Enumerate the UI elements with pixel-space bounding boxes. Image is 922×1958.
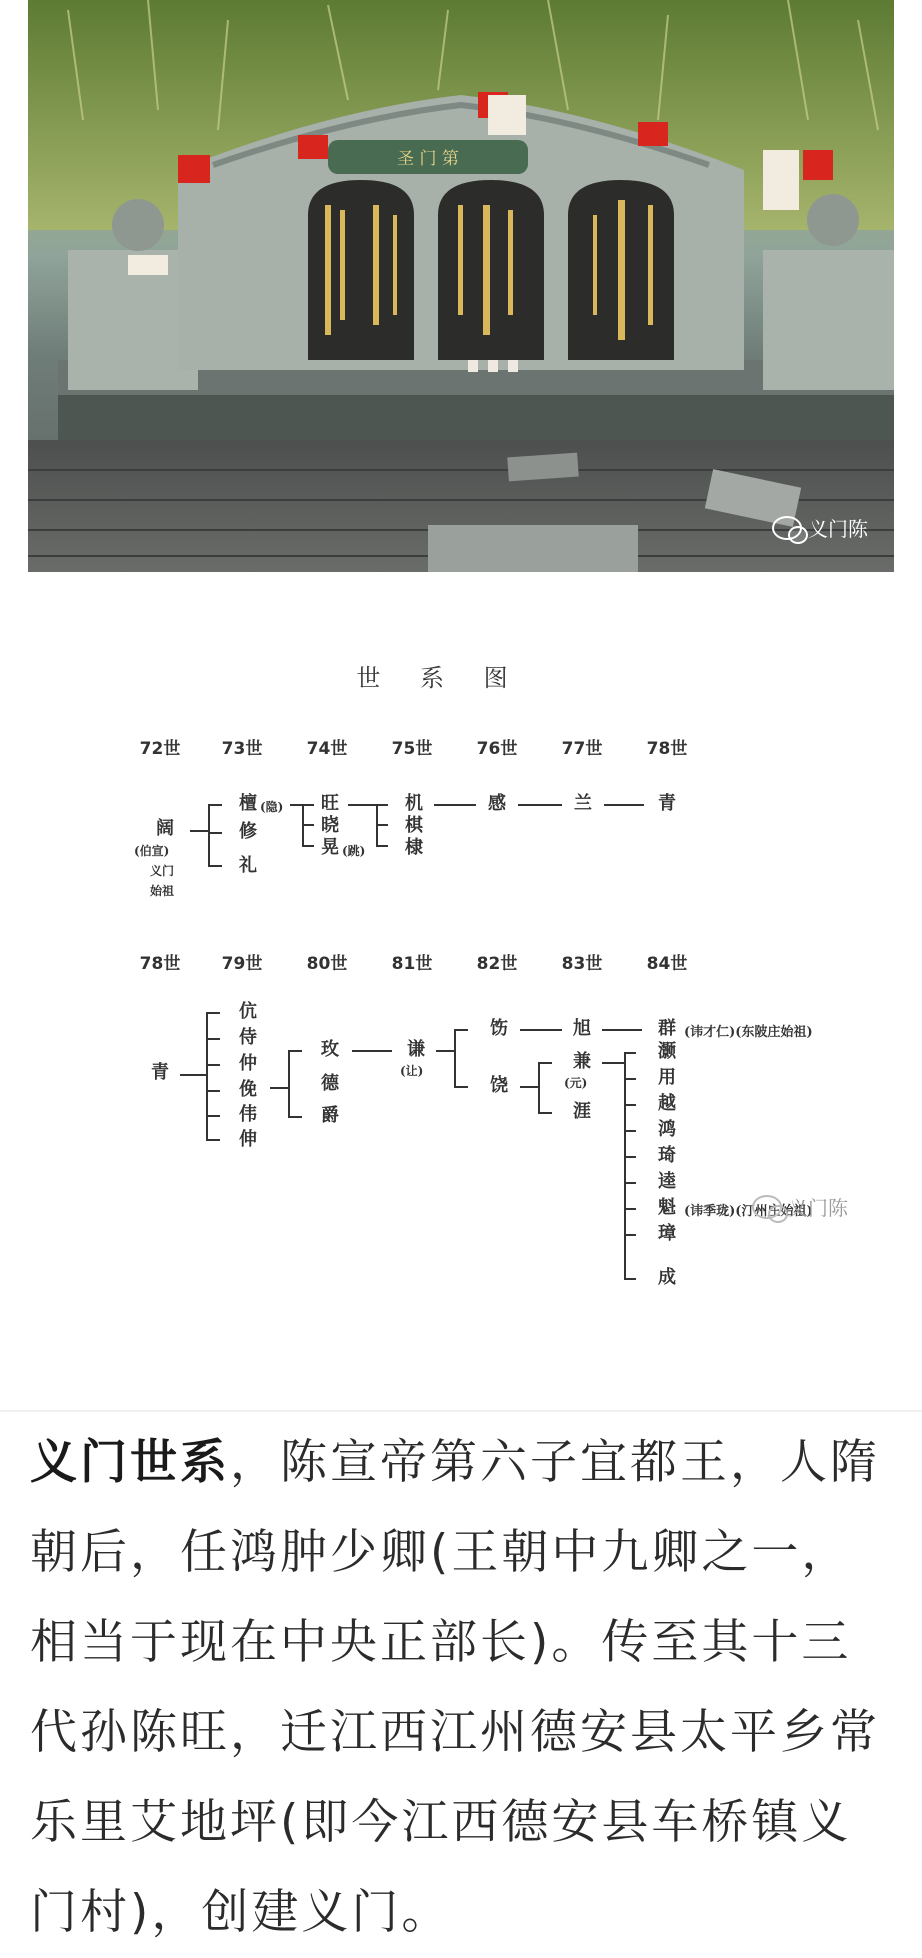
gen84-name: 用 bbox=[658, 1067, 676, 1088]
gen75-name: 棋 bbox=[405, 815, 423, 836]
gen73-note: (隐) bbox=[260, 800, 284, 814]
arch-plaque-text: 圣 门 第 bbox=[397, 149, 459, 169]
tomb-photo bbox=[28, 0, 894, 572]
photo-watermark-text: 义门陈 bbox=[808, 517, 868, 541]
gen83-note: (元) bbox=[564, 1076, 588, 1090]
gen84-name: 鸿 bbox=[658, 1119, 676, 1140]
chart-watermark-text: 义门陈 bbox=[788, 1196, 848, 1220]
gen83-name: 涯 bbox=[573, 1101, 591, 1122]
article-bold-lead: 义门世系 bbox=[30, 1435, 230, 1490]
gen83-name: 兼 bbox=[573, 1051, 591, 1072]
gen84-name: 灏 bbox=[658, 1041, 676, 1062]
gen-header: 72世 bbox=[139, 739, 181, 759]
tomb-photo-illustration bbox=[28, 0, 894, 572]
gen75-name: 棣 bbox=[405, 837, 423, 858]
gen73-name: 礼 bbox=[239, 855, 257, 876]
gen74-note: (跳) bbox=[342, 844, 366, 858]
gen74-name: 旺 bbox=[321, 793, 339, 814]
gen73-name: 修 bbox=[239, 821, 257, 842]
chart-watermark bbox=[752, 1192, 848, 1221]
gen73-name: 檀 bbox=[239, 793, 257, 814]
gen84-name: 成 bbox=[658, 1267, 676, 1288]
root-note: 义门 bbox=[150, 864, 175, 878]
gen-header: 73世 bbox=[221, 739, 263, 759]
gen79-name: 伸 bbox=[239, 1129, 257, 1150]
gen-header: 78世 bbox=[646, 739, 688, 759]
gen84-name: 魁 bbox=[658, 1197, 676, 1218]
gen-header: 77世 bbox=[561, 739, 603, 759]
gen-header: 79世 bbox=[221, 954, 263, 974]
photo-watermark bbox=[772, 513, 868, 542]
gen81-name: 谦 bbox=[407, 1039, 425, 1060]
genealogy-chart bbox=[0, 572, 922, 1410]
gen82-name: 饬 bbox=[490, 1018, 508, 1039]
gen82-name: 饶 bbox=[490, 1075, 508, 1096]
gen81-note: (让) bbox=[400, 1064, 424, 1078]
wechat-icon bbox=[772, 516, 802, 540]
gen-header: 78世 bbox=[139, 954, 181, 974]
gen84-name: 越 bbox=[658, 1093, 676, 1114]
gen79-name: 伟 bbox=[239, 1104, 257, 1125]
gen-header: 83世 bbox=[561, 954, 603, 974]
article-paragraph bbox=[30, 1418, 900, 1958]
gen79-name: 侍 bbox=[239, 1027, 257, 1048]
gen-header: 74世 bbox=[306, 739, 348, 759]
gen84-name: 璋 bbox=[658, 1223, 676, 1244]
gen80-name: 德 bbox=[321, 1073, 339, 1094]
gen74-name: 晓 bbox=[321, 815, 339, 836]
gen84-top-name: 群 bbox=[658, 1018, 676, 1039]
gen-header: 76世 bbox=[476, 739, 518, 759]
gen76-name: 感 bbox=[488, 793, 506, 814]
gen-header: 82世 bbox=[476, 954, 518, 974]
gen74-name: 晃 bbox=[321, 837, 339, 858]
chart-title: 世 系 图 bbox=[356, 664, 524, 692]
gen84-name: 逵 bbox=[658, 1171, 676, 1192]
root-note: (伯宣) bbox=[134, 844, 170, 858]
gen-header: 84世 bbox=[646, 954, 688, 974]
gen84-name: 琦 bbox=[658, 1145, 676, 1166]
gen79-name: 伉 bbox=[239, 1001, 257, 1022]
gen80-name: 玫 bbox=[321, 1039, 339, 1060]
gen79-name: 俛 bbox=[239, 1079, 257, 1100]
gen-header: 81世 bbox=[391, 954, 433, 974]
gen-header: 80世 bbox=[306, 954, 348, 974]
row2-root-name: 青 bbox=[151, 1062, 169, 1083]
gen79-name: 仲 bbox=[239, 1053, 257, 1074]
gen84-note: (讳季珑)(汀州庄始祖) bbox=[684, 1204, 813, 1219]
gen-header: 75世 bbox=[391, 739, 433, 759]
gen84-top-note: (讳才仁)(东陂庄始祖) bbox=[684, 1025, 813, 1040]
gen77-name: 兰 bbox=[574, 793, 592, 814]
gen83-top-name: 旭 bbox=[573, 1018, 591, 1039]
section-divider bbox=[0, 1410, 922, 1412]
article-body: ，陈宣帝第六子宜都王，人隋朝后，任鸿肿少卿(王朝中九卿之一，相当于现在中央正部长)。传至其十三代孙陈旺，迁江西江州德安县太平乡常乐里艾地坪(即今江西德安县车桥镇义门村)，创建义门。 bbox=[30, 1435, 880, 1940]
root-note: 始祖 bbox=[150, 884, 175, 898]
gen78-name: 青 bbox=[658, 793, 676, 814]
gen80-name: 爵 bbox=[321, 1105, 339, 1126]
wechat-icon bbox=[752, 1195, 782, 1219]
gen75-name: 机 bbox=[405, 793, 423, 814]
root-name: 阔 bbox=[156, 818, 174, 839]
